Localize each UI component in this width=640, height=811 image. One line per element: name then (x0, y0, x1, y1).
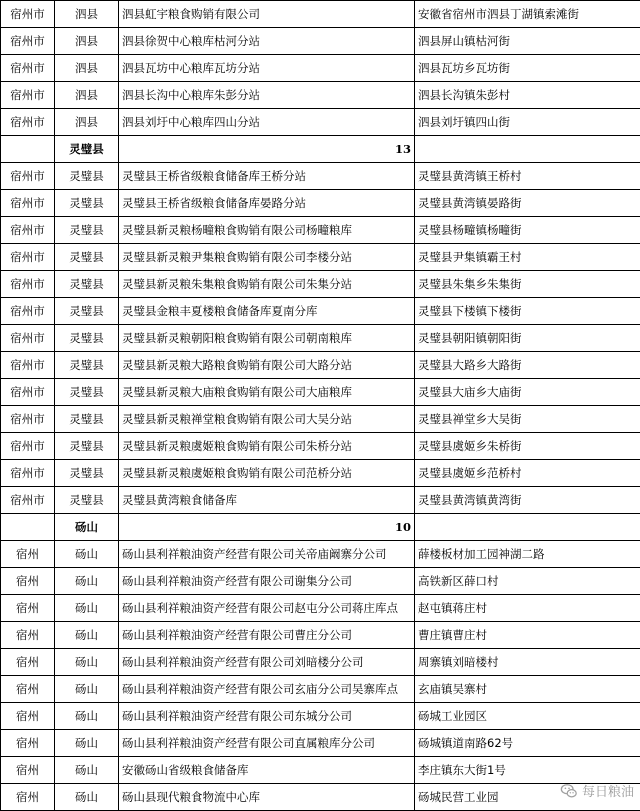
address-cell: 李庄镇东大街1号 (415, 757, 640, 784)
depot-name-cell: 泗县徐贺中心粮库枯河分站 (119, 28, 415, 55)
section-header-row (1, 136, 640, 163)
address-cell: 灵璧县黄湾镇黄湾街 (415, 487, 640, 514)
city-cell: 宿州市 (1, 28, 55, 55)
address-cell: 灵璧县杨疃镇杨疃街 (415, 217, 640, 244)
city-cell: 宿州市 (1, 487, 55, 514)
county-cell: 灵璧县 (55, 163, 119, 190)
county-cell: 砀山 (55, 568, 119, 595)
address-cell: 泗县刘圩镇四山街 (415, 109, 640, 136)
table-row (1, 649, 640, 676)
county-cell: 泗县 (55, 82, 119, 109)
address-cell: 赵屯镇蒋庄村 (415, 595, 640, 622)
county-cell: 砀山 (55, 757, 119, 784)
address-cell: 灵璧县下楼镇下楼街 (415, 298, 640, 325)
city-cell: 宿州 (1, 784, 55, 811)
city-cell: 宿州市 (1, 271, 55, 298)
table-row (1, 82, 640, 109)
table-row (1, 244, 640, 271)
city-cell: 宿州市 (1, 55, 55, 82)
address-cell: 砀城工业园区 (415, 703, 640, 730)
section-blank-cell (1, 514, 55, 541)
table-row (1, 433, 640, 460)
address-cell: 砀城民营工业园 (415, 784, 640, 811)
section-blank-cell (415, 514, 640, 541)
county-cell: 砀山 (55, 541, 119, 568)
city-cell: 宿州市 (1, 82, 55, 109)
table-row (1, 460, 640, 487)
table-row (1, 28, 640, 55)
table-row (1, 55, 640, 82)
depot-name-cell: 砀山县利祥粮油资产经营有限公司赵屯分公司蒋庄库点 (119, 595, 415, 622)
city-cell: 宿州 (1, 676, 55, 703)
city-cell: 宿州 (1, 757, 55, 784)
county-cell: 灵璧县 (55, 217, 119, 244)
address-cell: 灵璧县尹集镇霸王村 (415, 244, 640, 271)
watermark-text: 每日粮油 (582, 781, 634, 800)
address-cell: 泗县瓦坊乡瓦坊街 (415, 55, 640, 82)
county-cell: 灵璧县 (55, 325, 119, 352)
city-cell: 宿州 (1, 568, 55, 595)
section-lingbi (1, 136, 640, 514)
county-cell: 砀山 (55, 703, 119, 730)
address-cell: 灵璧县朱集乡朱集街 (415, 271, 640, 298)
section-dangshan (1, 514, 640, 811)
county-cell: 灵璧县 (55, 352, 119, 379)
address-cell: 灵璧县大庙乡大庙街 (415, 379, 640, 406)
city-cell: 宿州市 (1, 1, 55, 28)
address-cell: 灵璧县虞姬乡范桥村 (415, 460, 640, 487)
depot-name-cell: 砀山县利祥粮油资产经营有限公司关帝庙阚寨分公司 (119, 541, 415, 568)
county-cell: 砀山 (55, 730, 119, 757)
depot-name-cell: 泗县虹宇粮食购销有限公司 (119, 1, 415, 28)
city-cell: 宿州市 (1, 352, 55, 379)
county-cell: 灵璧县 (55, 406, 119, 433)
table-row (1, 298, 640, 325)
county-cell: 泗县 (55, 28, 119, 55)
city-cell: 宿州市 (1, 325, 55, 352)
county-cell: 灵璧县 (55, 460, 119, 487)
county-cell: 灵璧县 (55, 298, 119, 325)
table-row (1, 163, 640, 190)
city-cell: 宿州市 (1, 217, 55, 244)
depot-name-cell: 灵璧县新灵粮虞姬粮食购销有限公司范桥分站 (119, 460, 415, 487)
address-cell: 砀城镇道南路62号 (415, 730, 640, 757)
table-row (1, 568, 640, 595)
section-county-cell: 砀山 (55, 514, 119, 541)
depot-name-cell: 灵璧县新灵粮禅堂粮食购销有限公司大吴分站 (119, 406, 415, 433)
wechat-bubble-icon (560, 782, 578, 800)
table-row (1, 217, 640, 244)
county-cell: 砀山 (55, 649, 119, 676)
table-row (1, 190, 640, 217)
table-row (1, 703, 640, 730)
section-count-cell: 13 (119, 136, 415, 163)
table-row (1, 352, 640, 379)
depot-name-cell: 灵璧县王桥省级粮食储备库王桥分站 (119, 163, 415, 190)
section-header-row (1, 514, 640, 541)
table-row (1, 406, 640, 433)
address-cell: 灵璧县大路乡大路街 (415, 352, 640, 379)
address-cell: 玄庙镇吴寨村 (415, 676, 640, 703)
depot-name-cell: 砀山县利祥粮油资产经营有限公司玄庙分公司吴寨库点 (119, 676, 415, 703)
section-blank-cell (1, 136, 55, 163)
depot-name-cell: 泗县瓦坊中心粮库瓦坊分站 (119, 55, 415, 82)
address-cell: 薛楼板材加工园神湖二路 (415, 541, 640, 568)
city-cell: 宿州市 (1, 190, 55, 217)
depot-name-cell: 泗县刘圩中心粮库四山分站 (119, 109, 415, 136)
table-row (1, 784, 640, 811)
county-cell: 砀山 (55, 676, 119, 703)
depot-name-cell: 灵璧县新灵粮朝阳粮食购销有限公司朝南粮库 (119, 325, 415, 352)
table-row (1, 325, 640, 352)
depot-name-cell: 灵璧县新灵粮虞姬粮食购销有限公司朱桥分站 (119, 433, 415, 460)
depot-name-cell: 砀山县利祥粮油资产经营有限公司刘暗楼分公司 (119, 649, 415, 676)
depot-name-cell: 灵璧县新灵粮大庙粮食购销有限公司大庙粮库 (119, 379, 415, 406)
depot-name-cell: 砀山县利祥粮油资产经营有限公司谢集分公司 (119, 568, 415, 595)
city-cell: 宿州市 (1, 109, 55, 136)
depot-name-cell: 灵璧县新灵粮尹集粮食购销有限公司李楼分站 (119, 244, 415, 271)
address-cell: 灵璧县虞姬乡朱桥街 (415, 433, 640, 460)
county-cell: 灵璧县 (55, 487, 119, 514)
city-cell: 宿州 (1, 541, 55, 568)
section-count-cell: 10 (119, 514, 415, 541)
depot-name-cell: 灵璧县新灵粮杨疃粮食购销有限公司杨疃粮库 (119, 217, 415, 244)
depot-name-cell: 灵璧县王桥省级粮食储备库晏路分站 (119, 190, 415, 217)
address-cell: 灵璧县黄湾镇晏路街 (415, 190, 640, 217)
depot-name-cell: 砀山县利祥粮油资产经营有限公司东城分公司 (119, 703, 415, 730)
table-row (1, 379, 640, 406)
address-cell: 安徽省宿州市泗县丁湖镇索滩街 (415, 1, 640, 28)
address-cell: 泗县长沟镇朱彭村 (415, 82, 640, 109)
address-cell: 周寨镇刘暗楼村 (415, 649, 640, 676)
city-cell: 宿州市 (1, 460, 55, 487)
city-cell: 宿州 (1, 595, 55, 622)
city-cell: 宿州 (1, 622, 55, 649)
section-blank-cell (415, 136, 640, 163)
wechat-watermark (560, 781, 634, 800)
depot-name-cell: 砀山县利祥粮油资产经营有限公司曹庄分公司 (119, 622, 415, 649)
table-row (1, 730, 640, 757)
city-cell: 宿州 (1, 730, 55, 757)
depot-name-cell: 灵璧县新灵粮朱集粮食购销有限公司朱集分站 (119, 271, 415, 298)
city-cell: 宿州 (1, 649, 55, 676)
table-row (1, 271, 640, 298)
address-cell: 高铁新区薛口村 (415, 568, 640, 595)
city-cell: 宿州市 (1, 433, 55, 460)
county-cell: 砀山 (55, 595, 119, 622)
address-cell: 灵璧县禅堂乡大吴街 (415, 406, 640, 433)
county-cell: 灵璧县 (55, 244, 119, 271)
county-cell: 泗县 (55, 55, 119, 82)
county-cell: 泗县 (55, 109, 119, 136)
county-cell: 泗县 (55, 1, 119, 28)
county-cell: 灵璧县 (55, 190, 119, 217)
county-cell: 灵璧县 (55, 379, 119, 406)
city-cell: 宿州市 (1, 406, 55, 433)
section-county-cell: 灵璧县 (55, 136, 119, 163)
address-cell: 泗县屏山镇枯河街 (415, 28, 640, 55)
table-row (1, 1, 640, 28)
depot-name-cell: 灵璧县新灵粮大路粮食购销有限公司大路分站 (119, 352, 415, 379)
address-cell: 灵璧县黄湾镇王桥村 (415, 163, 640, 190)
county-cell: 灵璧县 (55, 433, 119, 460)
table-row (1, 595, 640, 622)
city-cell: 宿州市 (1, 163, 55, 190)
table-row (1, 622, 640, 649)
table-row (1, 109, 640, 136)
table-row (1, 676, 640, 703)
address-cell: 灵璧县朝阳镇朝阳街 (415, 325, 640, 352)
city-cell: 宿州市 (1, 244, 55, 271)
address-cell: 曹庄镇曹庄村 (415, 622, 640, 649)
table-row (1, 541, 640, 568)
county-cell: 砀山 (55, 622, 119, 649)
depot-name-cell: 灵璧县金粮丰夏楼粮食储备库夏南分库 (119, 298, 415, 325)
county-cell: 砀山 (55, 784, 119, 811)
rows-top (1, 1, 640, 136)
city-cell: 宿州市 (1, 379, 55, 406)
county-cell: 灵璧县 (55, 271, 119, 298)
depot-name-cell: 砀山县利祥粮油资产经营有限公司直属粮库分公司 (119, 730, 415, 757)
table-row (1, 757, 640, 784)
depot-name-cell: 灵璧县黄湾粮食储备库 (119, 487, 415, 514)
depot-name-cell: 砀山县现代粮食物流中心库 (119, 784, 415, 811)
table-row (1, 487, 640, 514)
city-cell: 宿州 (1, 703, 55, 730)
city-cell: 宿州市 (1, 298, 55, 325)
depot-name-cell: 泗县长沟中心粮库朱彭分站 (119, 82, 415, 109)
depot-name-cell: 安徽砀山省级粮食储备库 (119, 757, 415, 784)
